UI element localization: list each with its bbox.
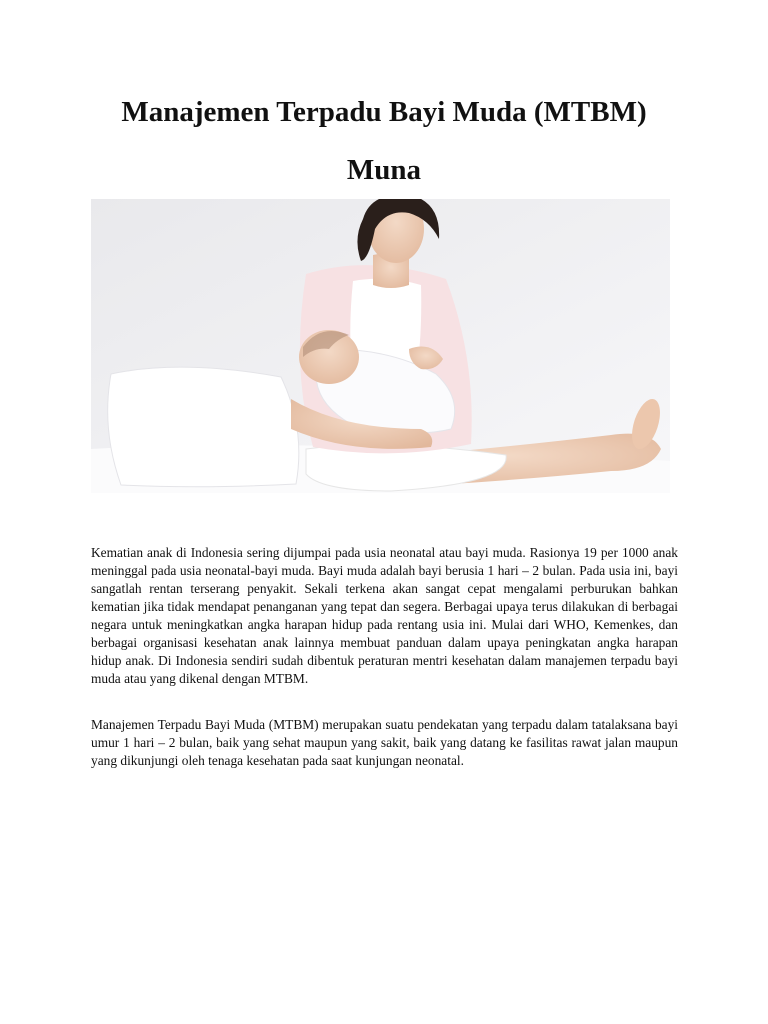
paragraph-1: Kematian anak di Indonesia sering dijumpai pada usia neonatal atau bayi muda. Rasionya 19 per 1000 anak meninggal pada usia neonatal-bayi muda. Bayi muda adalah bayi berusia 1 hari – 2 bulan. Pada usia ini, bayi sangatlah rentan terserang penyakit. Sekali terkena akan sangat cepat mengalami perburukan bahkan kematian jika tidak mendapat penanganan yang tepat dan segera. Berbagai upaya terus dilakukan di berbagai negara untuk meningkatkan angka harapan hidup pada rentang usia ini. Mulai dari WHO, Kemenkes, dan berbagai organisasi kesehatan anak lainnya membuat panduan dalam upaya peningkatan angka harapan hidup anak. Di Indonesia sendiri sudah dibentuk peraturan mentri kesehatan dalam manajemen terpadu bayi muda atau yang dikenal dengan MTBM. <box>91 545 678 686</box>
photo-illustration <box>91 199 670 493</box>
mother-breastfeeding-photo <box>91 199 670 493</box>
title-line-1: Manajemen Terpadu Bayi Muda (MTBM) <box>121 96 647 128</box>
paragraph-2: Manajemen Terpadu Bayi Muda (MTBM) merupakan suatu pendekatan yang terpadu dalam tatalaksana bayi umur 1 hari – 2 bulan, baik yang sehat maupun yang sakit, baik yang datang ke fasilitas rawat jalan maupun yang dikunjungi oleh tenaga kesehatan pada saat kunjungan neonatal. <box>91 717 678 768</box>
document-title <box>0 83 768 199</box>
title-line-2: Muna <box>346 154 422 186</box>
